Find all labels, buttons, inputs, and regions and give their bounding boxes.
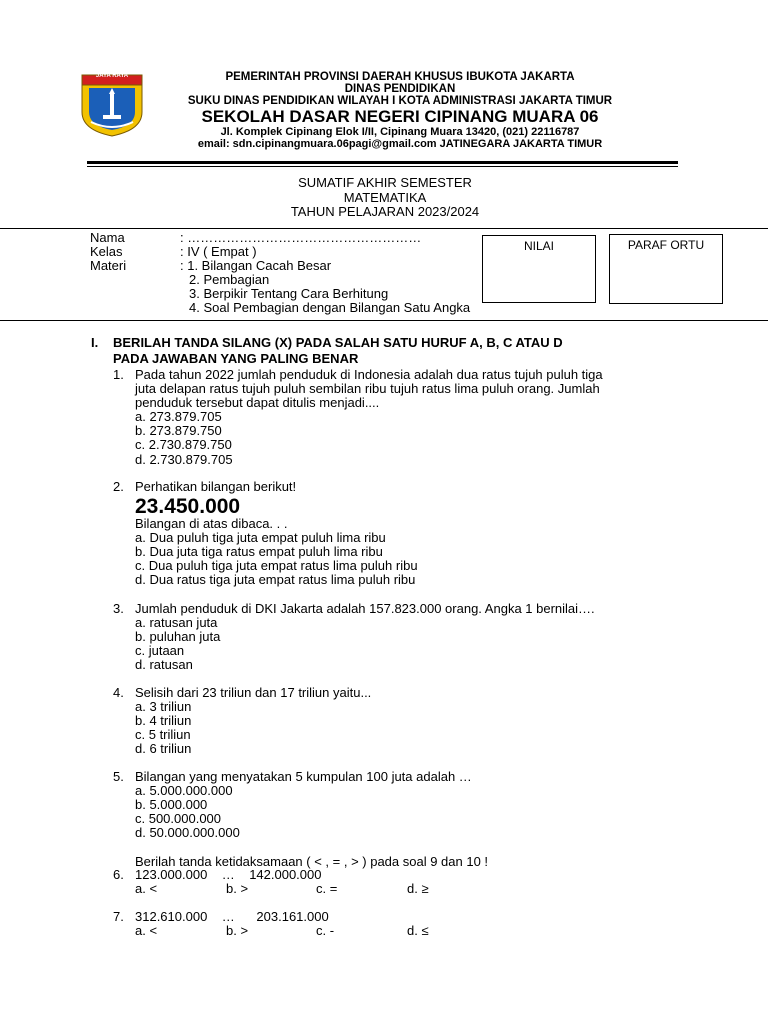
q2-number: 2. bbox=[113, 479, 124, 494]
q5-number: 5. bbox=[113, 769, 124, 784]
q7-text-line1: 312.610.000 … 203.161.000 bbox=[135, 909, 329, 924]
q5-option-b[interactable]: b. 5.000.000 bbox=[135, 797, 208, 812]
q1-text-line2: juta delapan ratus tujuh puluh sembilan ribu tujuh ratus lima puluh orang. Jumlah bbox=[135, 381, 600, 396]
q4-text-line1: Selisih dari 23 triliun dan 17 triliun yaitu... bbox=[135, 685, 372, 700]
nilai-box[interactable] bbox=[482, 235, 596, 303]
kelas-value: : IV ( Empat ) bbox=[180, 244, 257, 259]
exam-title: SUMATIF AKHIR SEMESTER bbox=[298, 175, 472, 190]
q5-text-line1: Bilangan yang menyatakan 5 kumpulan 100 juta adalah … bbox=[135, 769, 472, 784]
q5-option-c[interactable]: c. 500.000.000 bbox=[135, 811, 222, 826]
q5-option-d[interactable]: d. 50.000.000.000 bbox=[135, 825, 240, 840]
q2-option-d[interactable]: d. Dua ratus tiga juta empat ratus lima puluh ribu bbox=[135, 572, 416, 587]
school-email: email: sdn.cipinangmuara.06pagi@gmail.com JATINEGARA JAKARTA TIMUR bbox=[197, 138, 603, 150]
q4-option-d[interactable]: d. 6 triliun bbox=[135, 741, 192, 756]
q7-number: 7. bbox=[113, 909, 124, 924]
q7-option-c[interactable]: c. - bbox=[316, 923, 335, 938]
q4-option-c[interactable]: c. 5 triliun bbox=[135, 727, 191, 742]
header-government: PEMERINTAH PROVINSI DAERAH KHUSUS IBUKOTA JAKARTA bbox=[225, 71, 575, 83]
school-logo bbox=[79, 72, 145, 138]
kelas-label: Kelas bbox=[90, 244, 123, 259]
q6-option-c[interactable]: c. = bbox=[316, 881, 338, 896]
exam-subject: MATEMATIKA bbox=[343, 190, 427, 205]
exam-year: TAHUN PELAJARAN 2023/2024 bbox=[290, 204, 480, 219]
q3-text-line1: Jumlah penduduk di DKI Jakarta adalah 157.823.000 orang. Angka 1 bernilai…. bbox=[135, 601, 595, 616]
q6-option-d[interactable]: d. ≥ bbox=[407, 881, 429, 896]
section-number: I. bbox=[91, 335, 99, 350]
q7-option-a[interactable]: a. < bbox=[135, 923, 158, 938]
q6-text-line1: 123.000.000 … 142.000.000 bbox=[135, 867, 322, 882]
q2-text-line2: Bilangan di atas dibaca. . . bbox=[135, 516, 288, 531]
nilai-label: NILAI bbox=[523, 239, 554, 253]
q6-number: 6. bbox=[113, 867, 124, 882]
school-address: Jl. Komplek Cipinang Elok I/II, Cipinang Muara 13420, (021) 22116787 bbox=[220, 126, 580, 138]
q2-text-line1: Perhatikan bilangan berikut! bbox=[135, 479, 297, 494]
q3-number: 3. bbox=[113, 601, 124, 616]
paraf-ortu-box[interactable] bbox=[609, 234, 723, 304]
q5-option-a[interactable]: a. 5.000.000.000 bbox=[135, 783, 233, 798]
materi-item-1: : 1. Bilangan Cacah Besar bbox=[180, 258, 332, 273]
q1-text-line3: penduduk tersebut dapat ditulis menjadi.... bbox=[135, 395, 380, 410]
q4-number: 4. bbox=[113, 685, 124, 700]
q2-option-b[interactable]: b. Dua juta tiga ratus empat puluh lima ribu bbox=[135, 544, 383, 559]
header-divider-thick bbox=[87, 161, 678, 164]
q1-option-d[interactable]: d. 2.730.879.705 bbox=[135, 452, 233, 467]
materi-item-3: 3. Berpikir Tentang Cara Berhitung bbox=[189, 286, 389, 301]
nama-label: Nama bbox=[90, 230, 125, 245]
school-name: SEKOLAH DASAR NEGERI CIPINANG MUARA 06 bbox=[201, 107, 599, 126]
q2-option-a[interactable]: a. Dua puluh tiga juta empat puluh lima ribu bbox=[135, 530, 386, 545]
q6-option-b[interactable]: b. > bbox=[226, 881, 249, 896]
nama-field[interactable]: : ……………………………………………… bbox=[180, 230, 422, 245]
header-divider-thin bbox=[87, 166, 678, 167]
inequality-instruction: Berilah tanda ketidaksamaan ( < , = , > ) pada soal 9 dan 10 ! bbox=[135, 854, 489, 869]
materi-label: Materi bbox=[90, 258, 127, 273]
logo-text: JAYA RAYA bbox=[95, 73, 129, 79]
materi-item-2: 2. Pembagian bbox=[189, 272, 270, 287]
paraf-ortu-label: PARAF ORTU bbox=[627, 238, 705, 252]
q3-option-c[interactable]: c. jutaan bbox=[135, 643, 185, 658]
info-divider-bottom bbox=[0, 320, 768, 321]
q4-option-b[interactable]: b. 4 triliun bbox=[135, 713, 192, 728]
q2-option-c[interactable]: c. Dua puluh tiga juta empat ratus lima puluh ribu bbox=[135, 558, 418, 573]
q1-option-b[interactable]: b. 273.879.750 bbox=[135, 423, 222, 438]
q3-option-d[interactable]: d. ratusan bbox=[135, 657, 193, 672]
info-divider-top bbox=[0, 228, 768, 229]
q1-number: 1. bbox=[113, 367, 124, 382]
q1-option-a[interactable]: a. 273.879.705 bbox=[135, 409, 222, 424]
q7-option-d[interactable]: d. ≤ bbox=[407, 923, 429, 938]
section-instruction-line1: BERILAH TANDA SILANG (X) PADA SALAH SATU HURUF A, B, C ATAU D bbox=[113, 335, 563, 350]
q4-option-a[interactable]: a. 3 triliun bbox=[135, 699, 192, 714]
q1-text-line1: Pada tahun 2022 jumlah penduduk di Indonesia adalah dua ratus tujuh puluh tiga bbox=[135, 367, 603, 382]
q7-option-b[interactable]: b. > bbox=[226, 923, 249, 938]
q2-number-display: 23.450.000 bbox=[135, 495, 241, 518]
materi-item-4: 4. Soal Pembagian dengan Bilangan Satu Angka bbox=[189, 300, 471, 315]
q1-option-c[interactable]: c. 2.730.879.750 bbox=[135, 437, 232, 452]
q6-option-a[interactable]: a. < bbox=[135, 881, 158, 896]
header-sub-department: SUKU DINAS PENDIDIKAN WILAYAH I KOTA ADMINISTRASI JAKARTA TIMUR bbox=[187, 95, 613, 107]
section-instruction-line2: PADA JAWABAN YANG PALING BENAR bbox=[113, 351, 359, 366]
q3-option-a[interactable]: a. ratusan juta bbox=[135, 615, 218, 630]
q3-option-b[interactable]: b. puluhan juta bbox=[135, 629, 221, 644]
header-department: DINAS PENDIDIKAN bbox=[344, 83, 456, 95]
